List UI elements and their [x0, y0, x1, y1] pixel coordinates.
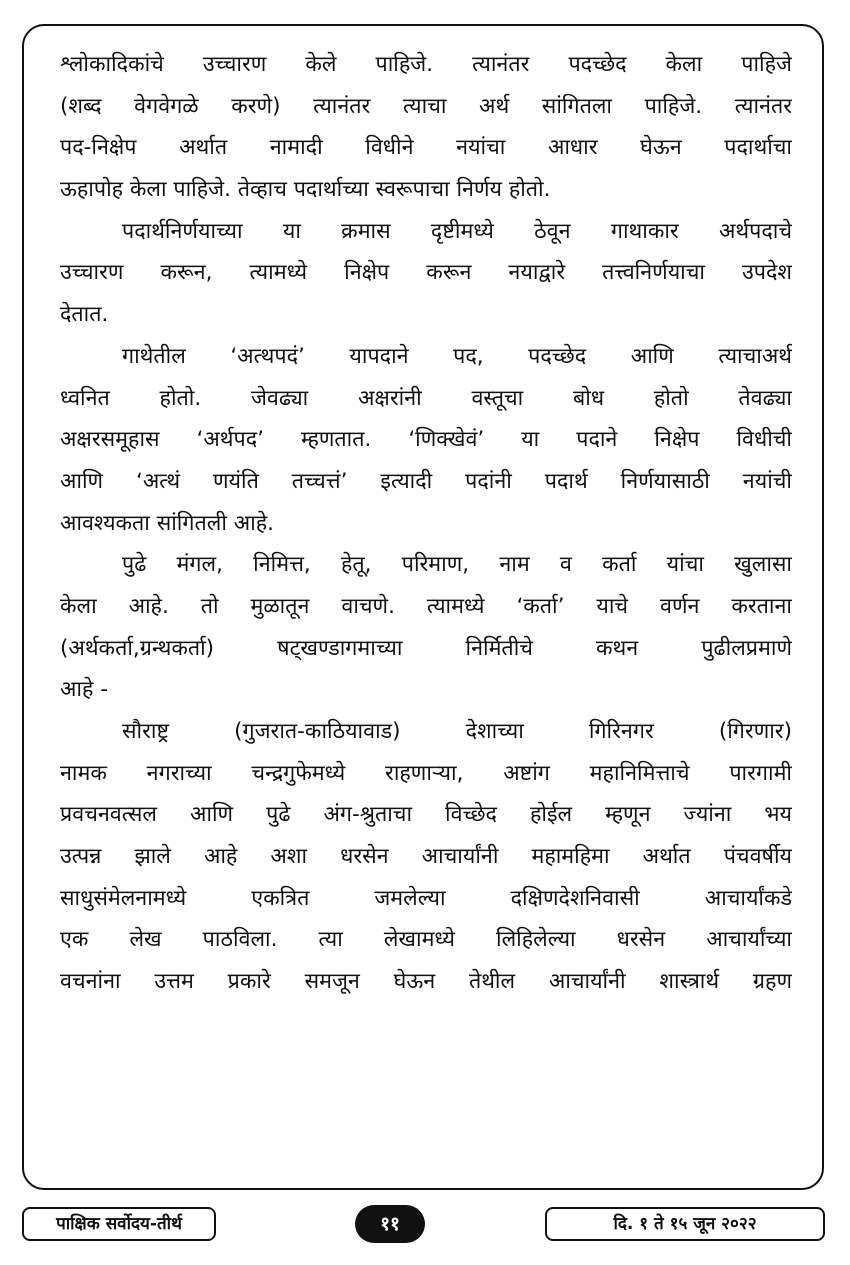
paragraph-line: श्लोकादिकांचे उच्चारण केले पाहिजे. त्यानंतर पदच्छेद केला पाहिजे	[60, 52, 792, 77]
paragraph-line: पद-निक्षेप अर्थात नामादी विधीने नयांचा आधार घेऊन पदार्थाचा	[60, 135, 792, 161]
paragraph-line: वचनांना उत्तम प्रकारे समजून घेऊन तेथील आचार्यांनी शास्त्रार्थ ग्रहण	[60, 969, 792, 995]
paragraph-line: प्रवचनवत्सल आणि पुढे अंग-श्रुताचा विच्छेद होईल म्हणून ज्यांना भय	[60, 802, 792, 828]
paragraph-line: (शब्द वेगवेगळे करणे) त्यानंतर त्याचा अर्थ सांगितला पाहिजे. त्यानंतर	[60, 93, 792, 119]
paragraph-line: आवश्यकता सांगितली आहे.	[60, 510, 274, 536]
paragraph-line: उत्पन्न झाले आहे अशा धरसेन आचार्यांनी महामहिमा अर्थात पंचवर्षीय	[60, 844, 792, 870]
paragraph-line: आणि ‘अत्थं णयंति तच्चत्तं’ इत्यादी पदांनी पदार्थ निर्णयासाठी नयांची	[60, 468, 792, 494]
paragraph-line: आहे -	[60, 677, 108, 703]
paragraph-line: देतात.	[60, 302, 109, 328]
paragraph-line: पदार्थनिर्णयाच्या या क्रमास दृष्टीमध्ये ठेवून गाथाकार अर्थपदाचे	[122, 218, 792, 244]
paragraph-line: नामक नगराच्या चन्द्रगुफेमध्ये राहणाऱ्या, अष्टांग महानिमित्ताचे पारगामी	[60, 760, 792, 786]
paragraph-line: सौराष्ट्र (गुजरात-काठियावाड) देशाच्या गिरिनगर (गिरणार)	[122, 719, 792, 744]
paragraph-line: ऊहापोह केला पाहिजे. तेव्हाच पदार्थाच्या स्वरूपाचा निर्णय होतो.	[60, 177, 551, 203]
issue-date: दि. १ ते १५ जून २०२२	[545, 1207, 825, 1241]
paragraph-line: ध्वनित होतो. जेवढ्या अक्षरांनी वस्तूचा बोध होतो तेवढ्या	[60, 385, 792, 411]
paragraph-line: साधुसंमेलनामध्ये एकत्रित जमलेल्या दक्षिणदेशनिवासी आचार्यांकडे	[60, 885, 792, 911]
page-number: ११	[355, 1205, 425, 1243]
article-body	[60, 44, 792, 1003]
paragraph-line: गाथेतील ‘अत्थपदं’ यापदाने पद, पदच्छेद आणि त्याचाअर्थ	[122, 343, 792, 369]
publication-name: पाक्षिक सर्वोदय-तीर्थ	[22, 1207, 216, 1241]
paragraph-line: केला आहे. तो मुळातून वाचणे. त्यामध्ये ‘कर्ता’ याचे वर्णन करताना	[60, 593, 792, 619]
paragraph-line: पुढे मंगल, निमित्त, हेतू, परिमाण, नाम व कर्ता यांचा खुलासा	[122, 552, 792, 578]
paragraph-line: (अर्थकर्ता,ग्रन्थकर्ता) षट्खण्डागमाच्या निर्मितीचे कथन पुढीलप्रमाणे	[60, 635, 792, 661]
paragraph-line: उच्चारण करून, त्यामध्ये निक्षेप करून नयाद्वारे तत्त्वनिर्णयाचा उपदेश	[60, 260, 792, 286]
paragraph-line: अक्षरसमूहास ‘अर्थपद’ म्हणतात. ‘णिक्खेवं’ या पदाने निक्षेप विधीची	[60, 427, 792, 453]
paragraph-line: एक लेख पाठविला. त्या लेखामध्ये लिहिलेल्या धरसेन आचार्यांच्या	[60, 927, 792, 953]
